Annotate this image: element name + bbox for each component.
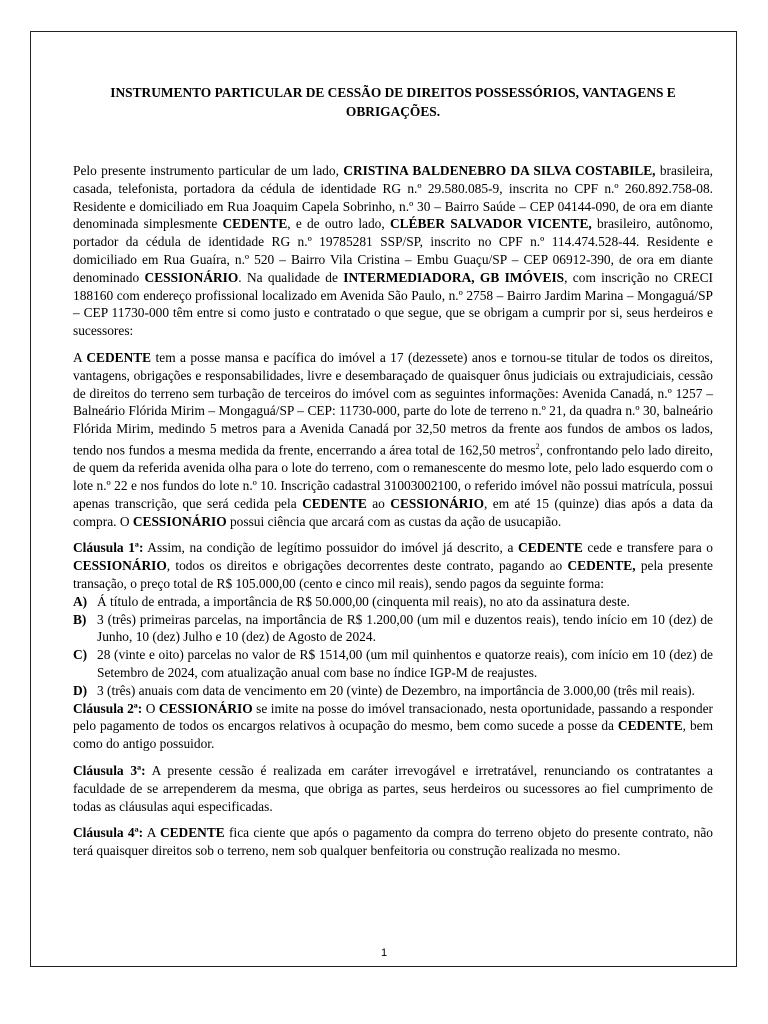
term-cessionario: CESSIONÁRIO bbox=[158, 700, 253, 716]
list-item-letter: A) bbox=[73, 593, 88, 609]
term-cessionario: CESSIONÁRIO bbox=[144, 269, 239, 285]
superscript: 2 bbox=[535, 441, 540, 451]
text: se imite na posse do imóvel transacionado, nesta oportunidade, passando a responder pelo pagamento de todos os encargos relativos à ocupação do mesmo, bem como sucede a posse da bbox=[73, 700, 713, 734]
document-body bbox=[73, 83, 713, 860]
text: . Na qualidade de bbox=[238, 269, 344, 285]
cessionario-name: CLÉBER SALVADOR VICENTE, bbox=[389, 216, 592, 232]
clause-label: Cláusula 4ª: bbox=[73, 825, 144, 841]
text: Pelo presente instrumento particular de um lado, bbox=[73, 163, 344, 178]
term-cedente: CEDENTE bbox=[159, 825, 225, 841]
clause-3-paragraph bbox=[73, 762, 713, 815]
text: , em até 15 (quinze) dias após a data da compra. O bbox=[73, 495, 713, 529]
term-cessionario: CESSIONÁRIO bbox=[132, 513, 227, 529]
clause-1-paragraph bbox=[73, 539, 713, 592]
clause-label: Cláusula 1ª: bbox=[73, 540, 144, 556]
text: brasileira, casada, telefonista, portadora da cédula de identidade RG n.º 29.580.085-9, inscrita no CPF n.º 260.892.758-08. Residente e domiciliado em Rua Joaquim Capela Sobrinho, n.º 30 – Bairro Saúde – CEP 04144-090, de ora em diante denominada simplesmente bbox=[73, 163, 714, 232]
text: pela presente transação, o preço total de R$ 105.000,00 (cento e cinco mil reais), sendo pagos da seguinte forma: bbox=[73, 558, 713, 591]
preamble-paragraph bbox=[73, 162, 713, 340]
text: tem a posse mansa e pacífica do imóvel a 17 (dezessete) anos e tornou-se titular de todos os direitos, vantagens, obrigações e responsabilidades, livre e desembaraçado de quaisquer ônus judiciais ou extrajudiciais, cessão de direitos do terreno sem turbação de terceiros do imóvel com as seguintes informações: Avenida Canadá, n.º 1257 – Balneário Flórida Mirim – Mongaguá/SP – CEP: 11730-000, parte do lote de terreno n.º 21, da quadra n.º 30, balneário Flórida Mirim, medindo 5 metros para a Avenida Canadá por 32,50 metros da frente aos fundos de ambos os lados, tendo nos fundos a mesma medida da frente, encerrando a área total de 162,50 metros bbox=[73, 349, 713, 458]
list-item-letter: B) bbox=[73, 611, 87, 627]
text: , e de outro lado, bbox=[287, 216, 390, 232]
text: fica ciente que após o pagamento da compra do terreno objeto do presente contrato, não terá quaisquer direitos sob o terreno, nem sob qualquer benfeitoria ou construção realizada no mesmo. bbox=[73, 825, 714, 859]
clause-4-paragraph bbox=[73, 824, 713, 860]
clause-label: Cláusula 2ª: bbox=[73, 700, 143, 716]
term-cessionario: CESSIONÁRIO bbox=[390, 495, 485, 511]
clause-2-paragraph bbox=[73, 700, 713, 753]
text: Assim, na condição de legítimo possuidor do imóvel já descrito, a bbox=[143, 540, 519, 556]
list-item-letter: D) bbox=[73, 682, 88, 698]
text: ao bbox=[366, 495, 391, 511]
text: A bbox=[143, 825, 160, 841]
term-cedente: CEDENTE bbox=[86, 349, 152, 365]
list-item-text: 28 (vinte e oito) parcelas no valor de R$ 1514,00 (um mil quinhentos e quatorze reais), com início em 10 (dez) de Setembro de 2024, com atualização anual com base no índice IGP-M de reajustes. bbox=[97, 647, 713, 680]
list-item-text: 3 (três) primeiras parcelas, na importância de R$ 1.200,00 (um mil e duzentos reais), tendo início em 10 (dez) de Junho, 10 (dez) Julho e 10 (dez) de Agosto de 2024. bbox=[97, 611, 713, 645]
term-cedente: CEDENTE bbox=[222, 216, 288, 232]
term-cedente: CEDENTE, bbox=[567, 558, 636, 574]
list-item-letter: C) bbox=[73, 647, 88, 663]
text: A bbox=[73, 349, 87, 365]
list-item bbox=[73, 646, 713, 682]
text: A presente cessão é realizada em caráter irrevogável e irretratável, renunciando os contratantes a faculdade de se arrependerem da mesma, que obriga as partes, seus herdeiros ou sucessores ao fiel cumprimento de todas as cláusulas aqui especificadas. bbox=[73, 762, 714, 814]
text: , todos os direitos e obrigações decorrentes deste contrato, pagando ao bbox=[166, 558, 568, 574]
text: , com inscrição no CRECI 188160 com endereço profissional localizado em Avenida São Paulo, n.º 2758 – Bairro Jardim Marina – Mongaguá/SP – CEP 11730-000 têm entre si como justo e contratado o que segue, que se obrigam a cumprir por si, seus herdeiros e sucessores: bbox=[73, 269, 713, 339]
text: brasileiro, autônomo, portador da cédula de identidade RG n.º 19785281 SSP/SP, inscrito no CPF n.º 114.474.528-44. Residente e domiciliado em Rua Guaíra, n.º 520 – Bairro Vila Cristina – Embu Guaçu/SP – CEP 06912-390, de ora em diante denominado bbox=[73, 216, 713, 285]
intermediadora-name: INTERMEDIADORA, GB IMÓVEIS bbox=[343, 269, 565, 285]
document-title: INSTRUMENTO PARTICULAR DE CESSÃO DE DIREITOS POSSESSÓRIOS, VANTAGENS E OBRIGAÇÕES. bbox=[110, 85, 676, 119]
text: , confrontando pelo lado direito, de quem da referida avenida olha para o lote do terreno, com o remanescente do mesmo lote, pelo lado esquerdo com o lote n.º 22 e nos fundos do lote n.º 10. Inscrição cadastral 31003002100, o referido imóvel não possui matrícula, possui apenas transcrição, que será cedida pela bbox=[73, 442, 713, 511]
cedente-name: CRISTINA BALDENEBRO DA SILVA COSTABILE, bbox=[343, 163, 656, 178]
payment-list bbox=[73, 593, 713, 700]
list-item bbox=[73, 682, 713, 700]
term-cedente: CEDENTE bbox=[617, 718, 683, 734]
term-cessionario: CESSIONÁRIO bbox=[73, 558, 167, 574]
term-cedente: CEDENTE bbox=[302, 495, 367, 511]
list-item bbox=[73, 611, 713, 647]
text: cede e transfere para o bbox=[582, 540, 713, 556]
text: , bem como do antigo possuidor. bbox=[73, 718, 713, 752]
list-item-text: 3 (três) anuais com data de vencimento em 20 (vinte) de Dezembro, na importância de 3.000,00 (três mil reais). bbox=[97, 682, 695, 698]
text: O bbox=[142, 700, 159, 716]
property-paragraph bbox=[73, 349, 713, 530]
list-item bbox=[73, 593, 713, 611]
term-cedente: CEDENTE bbox=[518, 540, 583, 556]
page-number: 1 bbox=[380, 947, 388, 959]
list-item-text: Á título de entrada, a importância de R$ 50.000,00 (cinquenta mil reais), no ato da assinatura deste. bbox=[97, 593, 630, 609]
clause-label: Cláusula 3ª: bbox=[73, 762, 146, 778]
text: possui ciência que arcará com as custas da ação de usucapião. bbox=[226, 513, 562, 529]
